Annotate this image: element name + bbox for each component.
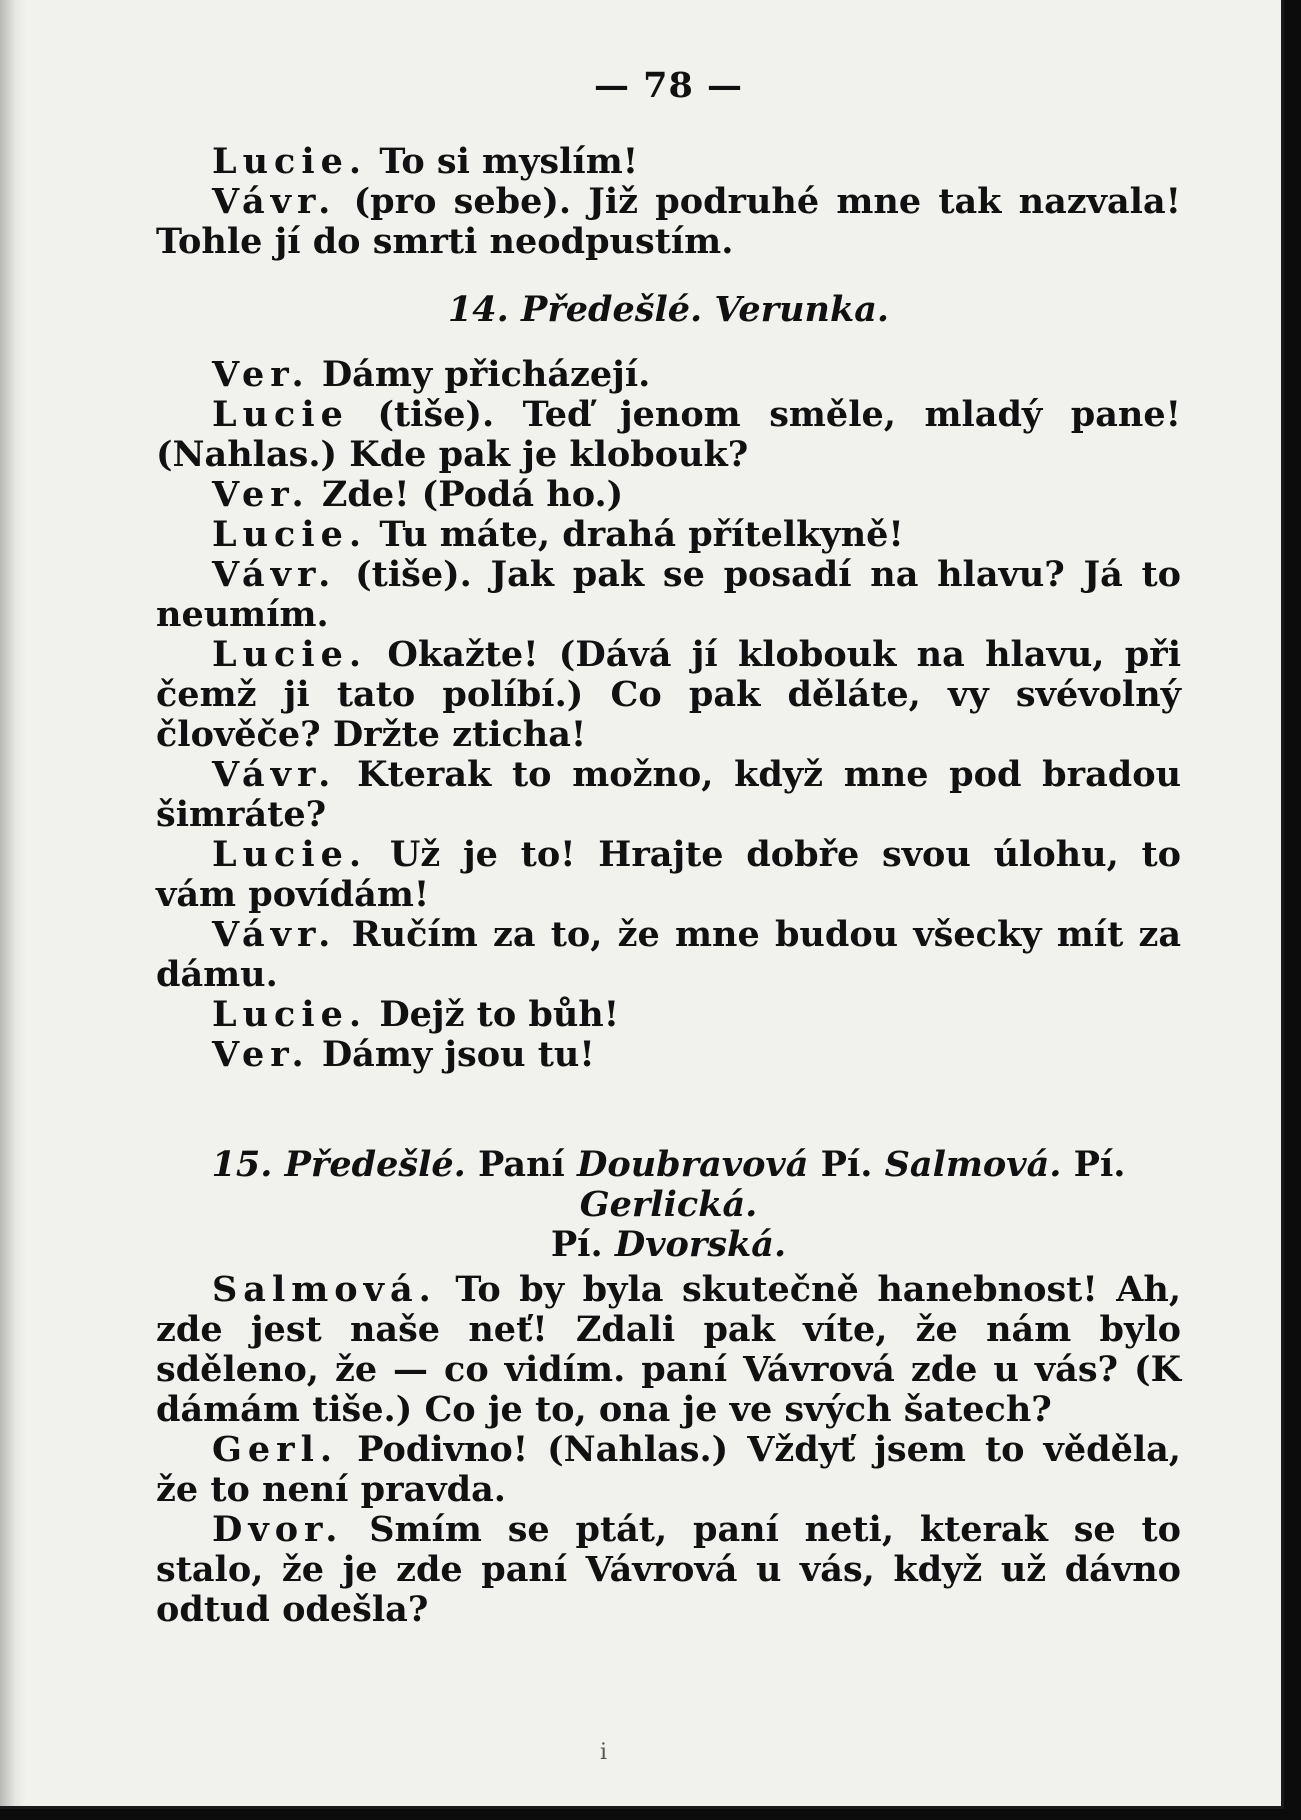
dialogue-text: Tu máte, drahá přítelkyně! bbox=[379, 514, 904, 555]
dialogue-line bbox=[156, 182, 1181, 262]
speaker-name: Lucie. bbox=[212, 141, 368, 182]
dialogue-line bbox=[156, 475, 1181, 515]
title-word: Pí. bbox=[1073, 1144, 1126, 1185]
scene-number: 14. bbox=[447, 289, 509, 330]
dialogue-text: To by byla skutečně hanebnost! Ah, zde jest naše neť! Zdali pak víte, že nám bylo sděleno, že — co vidím. paní Vávrová zde u vás? (K dámám tiše.) Co je to, ona je ve svých šatech? bbox=[156, 1269, 1182, 1430]
dialogue-text: Smím se ptát, paní neti, kterak se to stalo, že je zde paní Vávrová u vás, když už dávno odtud odešla? bbox=[156, 1509, 1181, 1630]
dialogue-line bbox=[156, 995, 1181, 1035]
speaker-name: Ver. bbox=[212, 474, 310, 515]
speaker-name: Lucie. bbox=[212, 514, 368, 555]
dialogue-text: Podivno! (Nahlas.) Vždyť jsem to věděla, že to není pravda. bbox=[156, 1429, 1181, 1510]
dialogue-line bbox=[156, 1270, 1181, 1430]
dialogue-text: Kterak to možno, když mne pod bradou šimráte? bbox=[156, 754, 1182, 835]
character-name: Gerlická. bbox=[579, 1184, 758, 1225]
dialogue-line bbox=[156, 755, 1181, 835]
scene-heading bbox=[156, 1145, 1181, 1265]
speaker-name: Dvor. bbox=[212, 1509, 344, 1550]
character-name: Dvorská. bbox=[614, 1224, 787, 1265]
dialogue-text: Ručím za to, že mne budou všecky mít za dámu. bbox=[156, 914, 1181, 995]
dialogue-text: Dámy přicházejí. bbox=[321, 354, 651, 395]
speaker-name: Lucie. bbox=[212, 634, 368, 675]
dialogue-text: Okažte! (Dává jí klobouk na hlavu, při čemž ji tato políbí.) Co pak děláte, vy svévolný člověče? Držte zticha! bbox=[156, 634, 1181, 755]
title-word: Pí. bbox=[820, 1144, 873, 1185]
speaker-name: Salmová. bbox=[212, 1269, 437, 1310]
dialogue-text: (tiše). Jak pak se posadí na hlavu? Já to neumím. bbox=[156, 554, 1181, 635]
dialogue-text: Dámy jsou tu! bbox=[321, 1034, 595, 1075]
character-name: Salmová. bbox=[884, 1144, 1062, 1185]
dialogue-line bbox=[156, 915, 1181, 995]
page-number: — 78 — bbox=[593, 65, 744, 106]
scene-number: 15. bbox=[211, 1144, 273, 1185]
dialogue-line bbox=[156, 355, 1181, 395]
dialogue-line bbox=[156, 142, 1181, 182]
dialogue-line bbox=[156, 395, 1181, 475]
dialogue-line bbox=[156, 515, 1181, 555]
title-word: Paní bbox=[478, 1144, 565, 1185]
dialogue-text: (pro sebe). Již podruhé mne tak nazvala! Tohle jí do smrti neodpustím. bbox=[156, 181, 1181, 262]
speaker-name: Lucie bbox=[212, 394, 349, 435]
page-edge-shadow bbox=[0, 0, 26, 1806]
speaker-name: Vávr. bbox=[212, 754, 337, 795]
dialogue-text: Dejž to bůh! bbox=[379, 994, 620, 1035]
dialogue-text: To si myslím! bbox=[379, 141, 639, 182]
scene-heading bbox=[156, 290, 1181, 330]
speaker-name: Vávr. bbox=[212, 181, 337, 222]
scene-entering: Verunka. bbox=[714, 289, 890, 330]
title-word: Pí. bbox=[550, 1224, 603, 1265]
speaker-name: Vávr. bbox=[212, 554, 337, 595]
dialogue-line bbox=[156, 555, 1181, 635]
speaker-name: Vávr. bbox=[212, 914, 337, 955]
dialogue-text: Už je to! Hrajte dobře svou úlohu, to vám povídám! bbox=[156, 834, 1181, 915]
dialogue-line bbox=[156, 1430, 1181, 1510]
speaker-name: Ver. bbox=[212, 1034, 310, 1075]
dialogue-line bbox=[156, 835, 1181, 915]
speaker-name: Lucie. bbox=[212, 994, 368, 1035]
scene-persons: Předešlé. bbox=[521, 289, 703, 330]
dialogue-line bbox=[156, 1510, 1181, 1630]
dialogue-line bbox=[156, 635, 1181, 755]
speaker-name: Lucie. bbox=[212, 834, 368, 875]
dialogue-text: (tiše). Teď jenom směle, mladý pane! (Nahlas.) Kde pak je klobouk? bbox=[156, 394, 1181, 475]
speaker-name: Gerl. bbox=[212, 1429, 339, 1470]
character-name: Doubravová bbox=[577, 1144, 809, 1185]
dialogue-line bbox=[156, 1035, 1181, 1075]
scene-persons: Předešlé. bbox=[284, 1144, 466, 1185]
dialogue-text: Zde! (Podá ho.) bbox=[321, 474, 624, 515]
speaker-name: Ver. bbox=[212, 354, 310, 395]
print-mark: i bbox=[600, 1740, 608, 1765]
